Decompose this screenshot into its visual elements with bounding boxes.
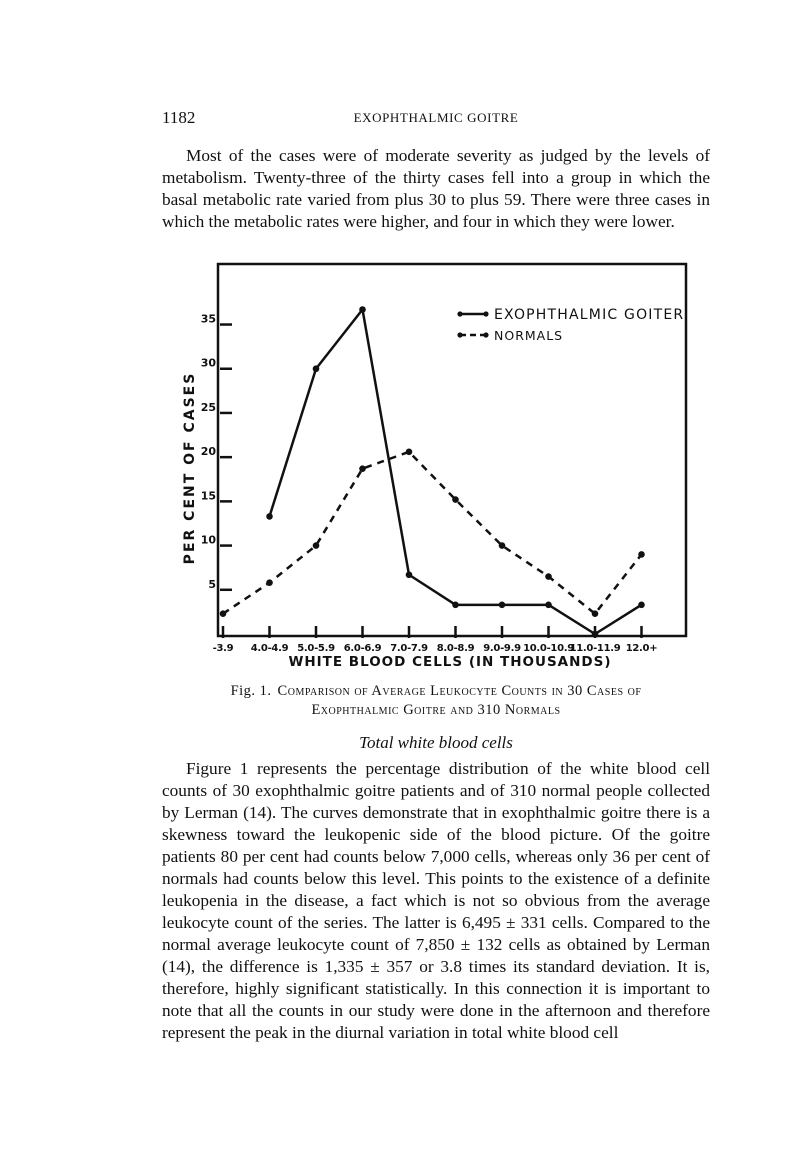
x-tick-label-2: 5.0-5.9 [297, 643, 335, 654]
x-tick-label-8: 11.0-11.9 [569, 643, 621, 654]
intro-paragraph: Most of the cases were of moderate severity as judged by the levels of metabolism. Twenty-three of the thirty cases fell into a group in which the basal metabolic rate varied from plus 30 to plus 59. There were three cases in which the metabolic rates were higher, and four in which they were lower. [162, 146, 710, 231]
data-point-normals-8 [592, 610, 599, 617]
chart-legend [457, 307, 684, 343]
data-point-goiter-8 [592, 631, 599, 638]
body-paragraph: Figure 1 represents the percentage distribution of the white blood cell counts of 30 exophthalmic goitre patients and of 310 normal people collected by Lerman (14). The curves demonstrate that in exophthalmic goitre there is a skewness toward the leukopenic side of the blood picture. Of the goitre patients 80 per cent had counts below 7,000 cells, whereas only 36 per cent of normals had counts below this level. This points to the existence of a definite leukopenia in the disease, a fact which is not so obvious from the average leukocyte count of the series. The latter is 6,495 ± 331 cells. Compared to the normal average leukocyte count of 7,850 ± 132 cells as obtained by Lerman (14), the difference is 1,335 ± 357 or 3.8 times its standard deviation. It is, therefore, highly significant statistically. In this connection it is important to note that all the counts in our study were done in the afternoon and therefore represent the peak in the diurnal variation in total white blood cell [162, 759, 710, 1042]
caption-line-1 [162, 682, 710, 701]
data-point-normals-9 [638, 551, 645, 558]
data-point-normals-5 [452, 496, 459, 503]
data-point-normals-4 [406, 449, 413, 456]
data-point-normals-1 [266, 579, 273, 586]
legend-label-normals: NORMALS [494, 328, 564, 343]
y-tick-label-25: 25 [200, 400, 216, 414]
x-tick-label-3: 6.0-6.9 [343, 643, 382, 654]
data-point-goiter-1 [266, 513, 273, 520]
page-header [162, 108, 710, 132]
y-axis-title: PER CENT OF CASES [182, 371, 198, 565]
data-point-goiter-6 [499, 602, 506, 609]
y-tick-label-5: 5 [208, 577, 216, 591]
data-point-goiter-2 [313, 365, 320, 372]
data-point-goiter-9 [638, 602, 645, 609]
data-point-goiter-4 [406, 571, 413, 578]
data-point-normals-2 [313, 542, 320, 549]
data-point-goiter-7 [545, 602, 552, 609]
caption-text-1: Comparison of Average Leukocyte Counts in 30 Cases of [277, 683, 642, 699]
legend-label-goiter: EXOPHTHALMIC GOITER [494, 307, 685, 323]
page-number: 1182 [162, 108, 196, 127]
y-tick-label-30: 30 [200, 356, 216, 370]
caption-line-2: Exophthalmic Goitre and 310 Normals [311, 702, 561, 718]
y-tick-label-20: 20 [200, 445, 216, 459]
y-tick-label-15: 15 [200, 489, 216, 503]
data-point-normals-7 [545, 573, 552, 580]
data-point-normals-6 [499, 542, 506, 549]
leukocyte-line-chart [180, 258, 700, 678]
x-tick-label-6: 9.0-9.9 [483, 643, 521, 654]
section-title: Total white blood cells [359, 733, 513, 752]
figure-1 [180, 258, 700, 678]
series-goiter [266, 306, 645, 637]
legend-item-normals [457, 328, 563, 343]
x-tick-label-4: 7.0-7.9 [390, 643, 428, 654]
x-tick-label-7: 10.0-10.9 [523, 643, 574, 654]
figure-caption [162, 682, 710, 720]
x-axis-title: WHITE BLOOD CELLS (IN THOUSANDS) [288, 654, 612, 670]
data-point-normals-0 [220, 610, 227, 617]
x-tick-label-9: 12.0+ [625, 643, 658, 654]
x-tick-label-5: 8.0-8.9 [436, 643, 475, 654]
x-tick-label-0: -3.9 [212, 643, 234, 654]
y-tick-label-10: 10 [200, 533, 216, 547]
x-tick-label-1: 4.0-4.9 [250, 643, 289, 654]
y-tick-label-35: 35 [200, 312, 216, 326]
data-point-goiter-3 [359, 306, 366, 313]
legend-item-goiter [457, 307, 684, 323]
data-point-normals-3 [359, 465, 366, 472]
running-head: EXOPHTHALMIC GOITRE [353, 110, 519, 125]
caption-label: Fig. 1. [230, 683, 272, 699]
series-line-goiter [270, 309, 642, 634]
data-point-goiter-5 [452, 602, 459, 609]
